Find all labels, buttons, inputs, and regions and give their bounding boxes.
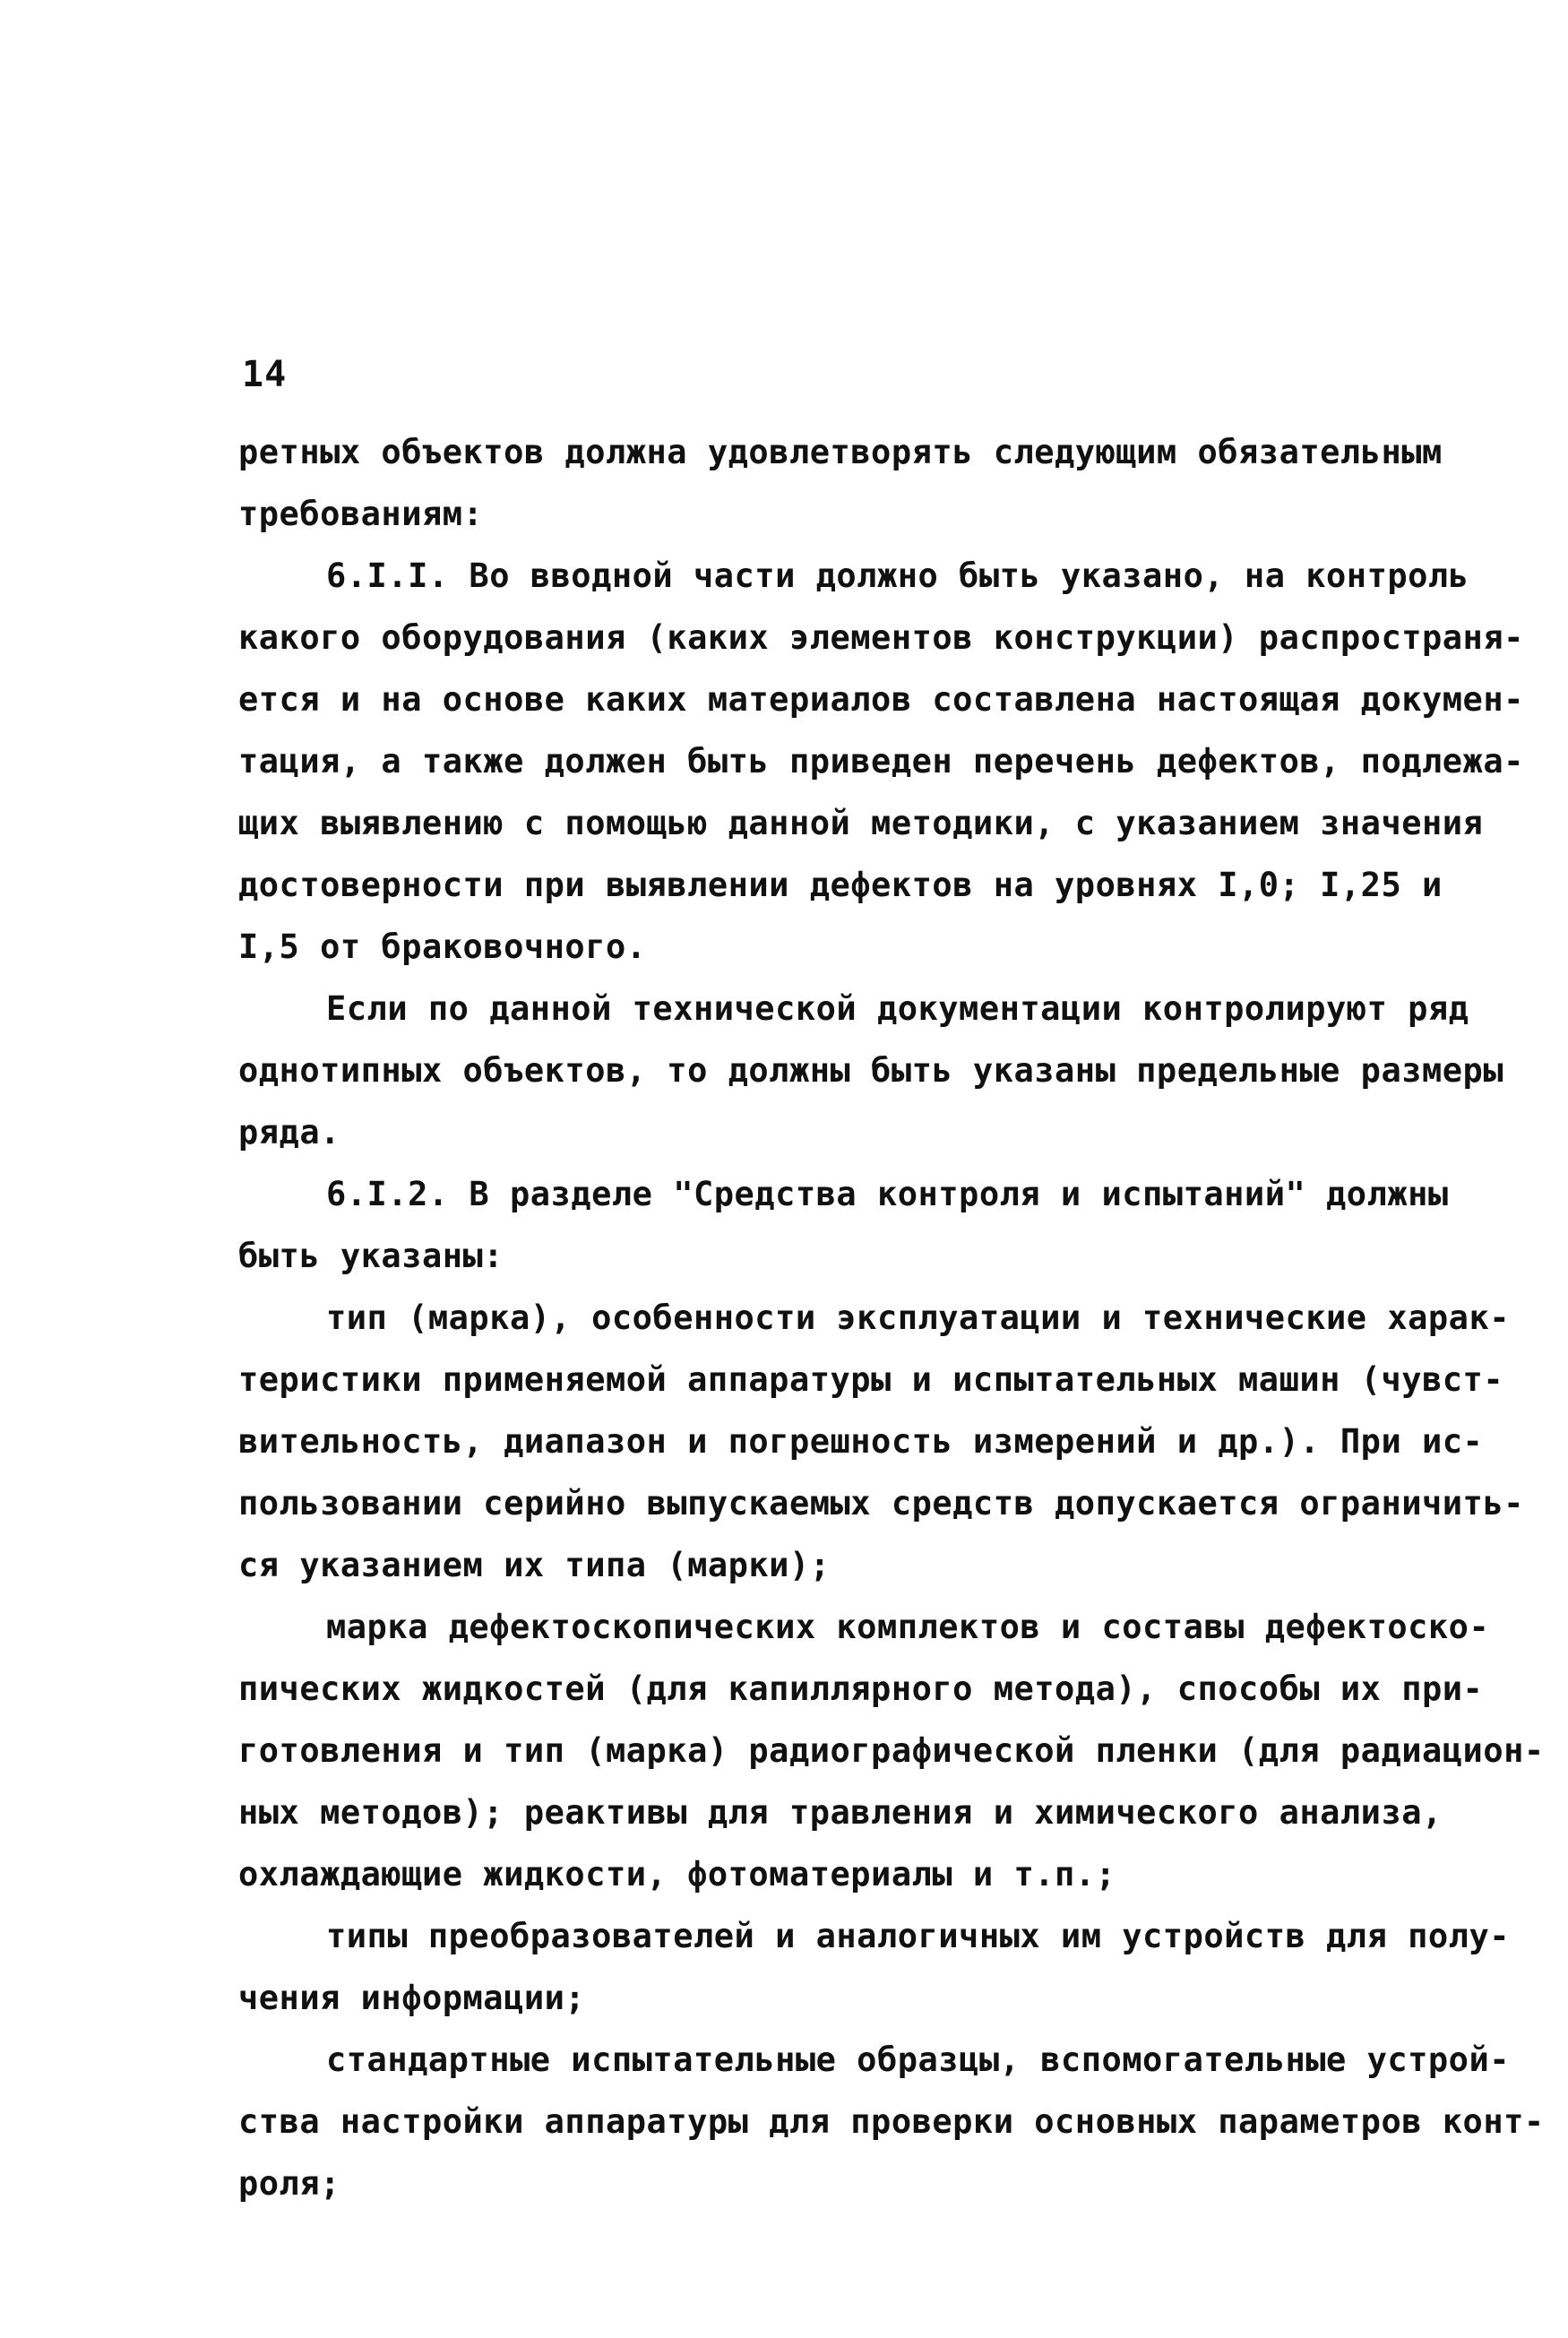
text-line: теристики применяемой аппаратуры и испытательных машин (чувст- bbox=[238, 1360, 1504, 1399]
text-line: готовления и тип (марка) радиографической пленки (для радиацион- bbox=[238, 1731, 1545, 1770]
text-line: ства настройки аппаратуры для проверки основных параметров конт- bbox=[238, 2102, 1545, 2141]
text-line: 6.I.2. В разделе "Средства контроля и испытаний" должны bbox=[326, 1175, 1449, 1213]
text-line: охлаждающие жидкости, фотоматериалы и т.п.; bbox=[238, 1855, 1116, 1894]
text-line: ряда. bbox=[238, 1113, 340, 1152]
text-line: какого оборудования (каких элементов конструкции) распространя- bbox=[238, 618, 1524, 657]
body-text bbox=[238, 421, 1545, 2214]
text-line: тация, а также должен быть приведен перечень дефектов, подлежа- bbox=[238, 742, 1524, 781]
text-line: ных методов); реактивы для травления и химического анализа, bbox=[238, 1793, 1443, 1832]
text-line: марка дефектоскопических комплектов и составы дефектоско- bbox=[326, 1608, 1490, 1646]
text-line: быть указаны: bbox=[238, 1237, 504, 1275]
text-line: пических жидкостей (для капиллярного метода), способы их при- bbox=[238, 1669, 1484, 1708]
text-line: стандартные испытательные образцы, вспомогательные устрой- bbox=[326, 2040, 1511, 2079]
page-number: 14 bbox=[242, 354, 288, 395]
text-line: вительность, диапазон и погрешность измерений и др.). При ис- bbox=[238, 1422, 1484, 1461]
text-line: ретных объектов должна удовлетворять следующим обязательным bbox=[238, 433, 1443, 471]
text-line: ется и на основе каких материалов составлена настоящая докумен- bbox=[238, 680, 1524, 719]
text-line: требованиям: bbox=[238, 495, 484, 533]
text-line: тип (марка), особенности эксплуатации и технические харак- bbox=[326, 1298, 1511, 1337]
text-line: ся указанием их типа (марки); bbox=[238, 1546, 831, 1584]
text-line: I,5 от браковочного. bbox=[238, 927, 647, 966]
text-line: достоверности при выявлении дефектов на уровнях I,0; I,25 и bbox=[238, 866, 1443, 904]
text-line: однотипных объектов, то должны быть указаны предельные размеры bbox=[238, 1051, 1504, 1090]
text-line: роля; bbox=[238, 2164, 340, 2203]
text-line: пользовании серийно выпускаемых средств допускается ограничить- bbox=[238, 1484, 1524, 1523]
text-line: типы преобразователей и аналогичных им устройств для полу- bbox=[326, 1917, 1511, 1955]
text-line: щих выявлению с помощью данной методики, с указанием значения bbox=[238, 804, 1484, 842]
text-line: чения информации; bbox=[238, 1979, 586, 2017]
text-line: Если по данной технической документации контролируют ряд bbox=[326, 989, 1469, 1028]
text-line: 6.I.I. Во вводной части должно быть указано, на контроль bbox=[326, 556, 1469, 595]
